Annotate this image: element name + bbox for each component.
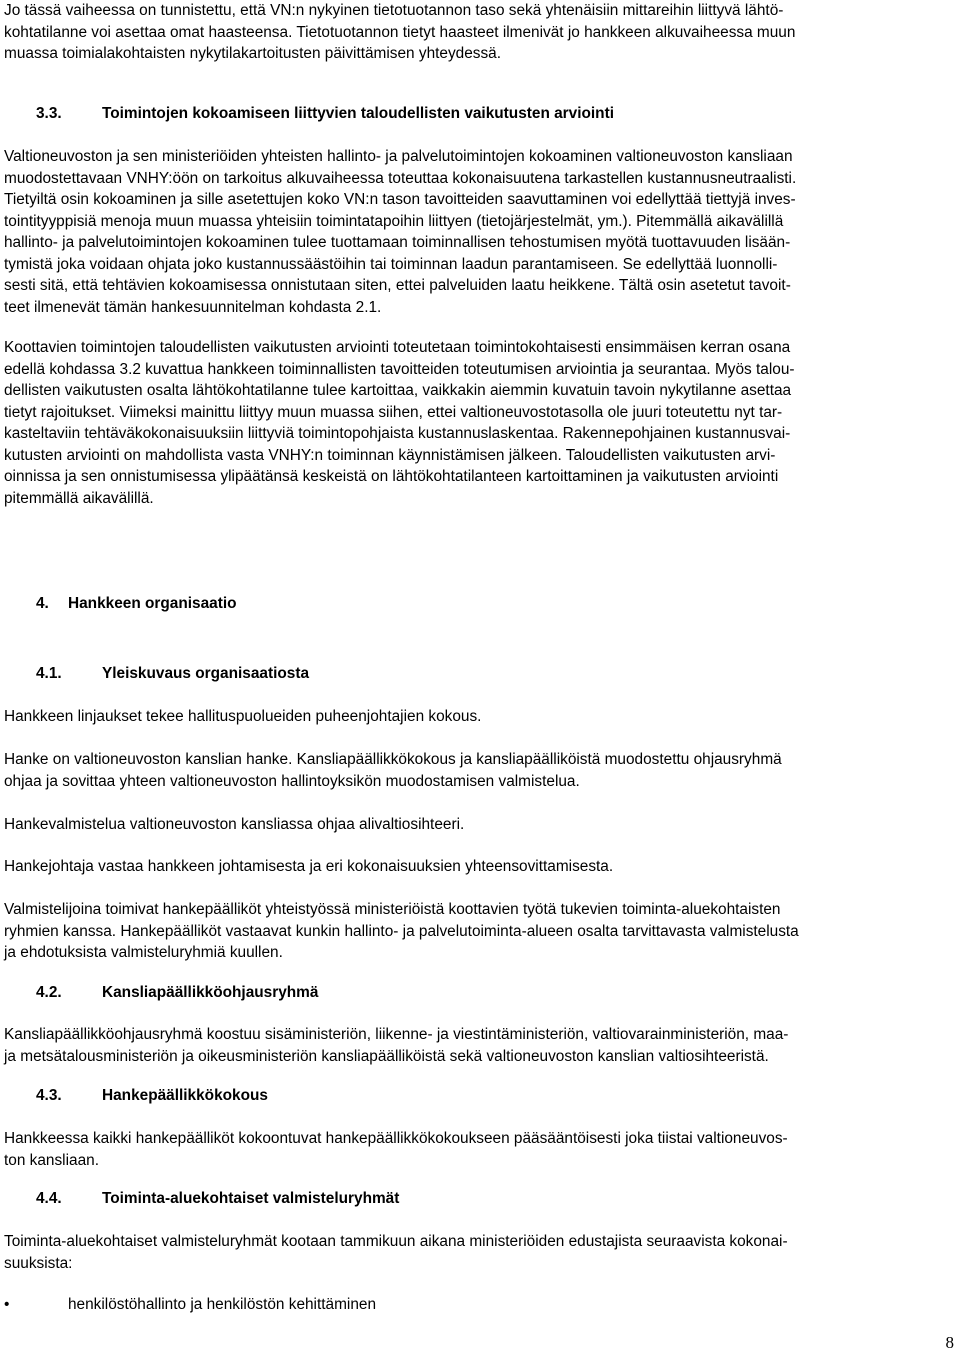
paragraph-line: ja ehdotuksista valmisteluryhmiä kuullen. [4, 944, 283, 961]
paragraph-line: muassa toimialakohtaisten nykytilakartoitusten päivittämisen yhteydessä. [4, 45, 502, 62]
bullet-list-item [4, 1294, 376, 1316]
section-number: 4. [36, 595, 49, 612]
section-title: Hankkeen organisaatio [68, 595, 237, 612]
section-4-1-paragraph-4 [4, 856, 958, 878]
page-number: 8 [945, 1333, 954, 1352]
section-4-1-paragraph-2 [4, 749, 958, 792]
section-4-4-paragraph [4, 1231, 958, 1274]
paragraph-line: Koottavien toimintojen taloudellisten vaikutusten arviointi toteutetaan toimintokohtaisesti ensimmäisen kerran osana [4, 339, 791, 356]
section-heading-3-3 [36, 103, 614, 125]
paragraph-line: Hankevalmistelua valtioneuvoston kansliassa ohjaa alivaltiosihteeri. [4, 816, 465, 833]
paragraph-line: Tietyiltä osin kokoaminen ja sille asetettujen koko VN:n tason tavoitteiden saavuttaminen voi edellyttää tiettyjä inves- [4, 191, 796, 208]
section-title: Toimintojen kokoamiseen liittyvien taloudellisten vaikutusten arviointi [102, 105, 614, 122]
paragraph-line: Hankejohtaja vastaa hankkeen johtamisesta ja eri kokonaisuuksien yhteensovittamisesta. [4, 858, 614, 875]
section-heading-4-1 [36, 663, 309, 685]
section-title: Toiminta-aluekohtaiset valmisteluryhmät [102, 1190, 400, 1207]
paragraph-line: sesti sitä, että tehtävien kokoamisessa onnistutaan siten, ettei palveluiden laatu heikkene. Tältä osin asetetut tavoit- [4, 277, 791, 294]
paragraph-line: tymistä joka voidaan ohjata joko kustannussäästöihin tai toiminnan laadun parantamiseen. Se edellyttää luonnolli- [4, 255, 778, 273]
paragraph-line: Jo tässä vaiheessa on tunnistettu, että VN:n nykyinen tietotuotannon taso sekä yhtenäisiin mittareihin liittyvä lähtö- [4, 2, 784, 19]
section-4-3-paragraph [4, 1128, 958, 1171]
paragraph-line: kohtatilanne voi asettaa omat haasteensa. Tietotuotannon tietyt haasteet ilmenivät jo hankkeen alkuvaiheessa muun [4, 23, 796, 41]
section-number: 4.1. [36, 665, 62, 682]
section-number: 4.2. [36, 984, 62, 1001]
section-4-1-paragraph-1 [4, 706, 958, 728]
paragraph-line: Valtioneuvoston ja sen ministeriöiden yhteisten hallinto- ja palvelutoimintojen kokoaminen valtioneuvoston kansliaan [4, 148, 793, 165]
section-number: 4.3. [36, 1087, 62, 1104]
section-4-1-paragraph-5 [4, 899, 958, 964]
paragraph-line: Valmistelijoina toimivat hankepäälliköt yhteistyössä ministeriöistä koottavien työtä tukevien toiminta-aluekohtaisten [4, 901, 781, 918]
paragraph-line: Hanke on valtioneuvoston kanslian hanke. Kansliapäällikkökokous ja kansliapäälliköistä muodostettu ohjausryhmä [4, 751, 782, 768]
paragraph-line: suuksista: [4, 1254, 73, 1272]
paragraph-line: tietyt rajoitukset. Viimeksi mainittu liittyy muun muassa siihen, ettei valtioneuvostotasolla ole juuri toteutettu nyt tar- [4, 403, 783, 421]
paragraph-line: kasteltaviin tehtäväkokonaisuuksiin liittyviä toimintopohjaista kustannuslaskentaa. Rakennepohjainen kustannusvai- [4, 425, 791, 442]
paragraph-line: teet ilmenevät tämän hankesuunnitelman kohdasta 2.1. [4, 298, 382, 316]
paragraph-line: Toiminta-aluekohtaiset valmisteluryhmät kootaan tammikuun aikana ministeriöiden edustajista seuraavista kokonai- [4, 1233, 788, 1250]
section-heading-4 [36, 593, 237, 615]
paragraph-line: oinnissa ja sen onnistumisessa ylipäätänsä keskeistä on lähtökohtatilanteen kartoittaminen ja vaikutusten arviointi [4, 468, 779, 485]
paragraph-line: muodostettavaan VNHY:öön on tarkoitus alkuvaiheessa toteuttaa kokonaisuutena tarkastellen kustannusneutraalisti. [4, 169, 797, 187]
section-title: Yleiskuvaus organisaatiosta [102, 665, 310, 682]
paragraph-line: Kansliapäällikköohjausryhmä koostuu sisäministeriön, liikenne- ja viestintäministeriön, valtiovarainministeriön, maa- [4, 1026, 789, 1043]
paragraph-line: pitemmällä aikavälillä. [4, 489, 154, 507]
paragraph-line: edellä kohdassa 3.2 kuvattua hankkeen toiminnallisten tavoitteiden toteutumisen arviointia ja seurantaa. Myös talou- [4, 360, 795, 378]
section-4-2-paragraph [4, 1024, 958, 1067]
intro-paragraph [4, 0, 958, 65]
section-3-3-paragraph-1 [4, 146, 958, 318]
paragraph-line: ryhmien kanssa. Hankepäälliköt vastaavat kunkin hallinto- ja palvelutoiminta-alueen osalta tarvittavasta valmistelusta [4, 922, 799, 940]
section-number: 3.3. [36, 105, 62, 122]
paragraph-line: Hankkeessa kaikki hankepäälliköt kokoontuvat hankepäällikkökokoukseen pääsääntöisesti joka tiistai valtioneuvos- [4, 1130, 788, 1147]
section-title: Hankepäällikkökokous [102, 1087, 268, 1104]
bullet-icon: • [4, 1296, 10, 1313]
section-heading-4-3 [36, 1085, 268, 1107]
paragraph-line: Hankkeen linjaukset tekee hallituspuolueiden puheenjohtajien kokous. [4, 708, 482, 725]
section-number: 4.4. [36, 1190, 62, 1207]
section-3-3-paragraph-2 [4, 337, 958, 509]
paragraph-line: dellisten vaikutusten osalta lähtökohtatilanne tulee kartoittaa, vaikkakin aiemmin kuvatuin tavoin nykytilanne asettaa [4, 382, 792, 399]
paragraph-line: kutusten arviointi on mahdollista vasta VNHY:n toiminnan käynnistämisen jälkeen. Taloudellisten vaikutusten arvi- [4, 446, 776, 464]
bullet-item-text: henkilöstöhallinto ja henkilöstön kehittäminen [68, 1296, 377, 1313]
paragraph-line: hallinto- ja palvelutoimintojen kokoaminen tulee tuottamaan toiminnallisen tehostumisen myötä tuottavuuden lisään- [4, 234, 791, 251]
section-heading-4-2 [36, 982, 318, 1004]
section-heading-4-4 [36, 1188, 399, 1210]
paragraph-line: ja metsätalousministeriön ja oikeusministeriön kansliapäälliköistä sekä valtioneuvoston kanslian valtiosihteeristä. [4, 1047, 769, 1065]
paragraph-line: tointityyppisiä menoja muun muassa yhteisiin toimintatapoihin liittyen (tietojärjestelmät, ym.). Pitemmällä aikavälillä [4, 212, 784, 230]
section-title: Kansliapäällikköohjausryhmä [102, 984, 319, 1001]
section-4-1-paragraph-3 [4, 814, 958, 836]
paragraph-line: ton kansliaan. [4, 1151, 99, 1169]
paragraph-line: ohjaa ja sovittaa yhteen valtioneuvoston hallintoyksikön muodostamisen valmistelua. [4, 772, 580, 790]
